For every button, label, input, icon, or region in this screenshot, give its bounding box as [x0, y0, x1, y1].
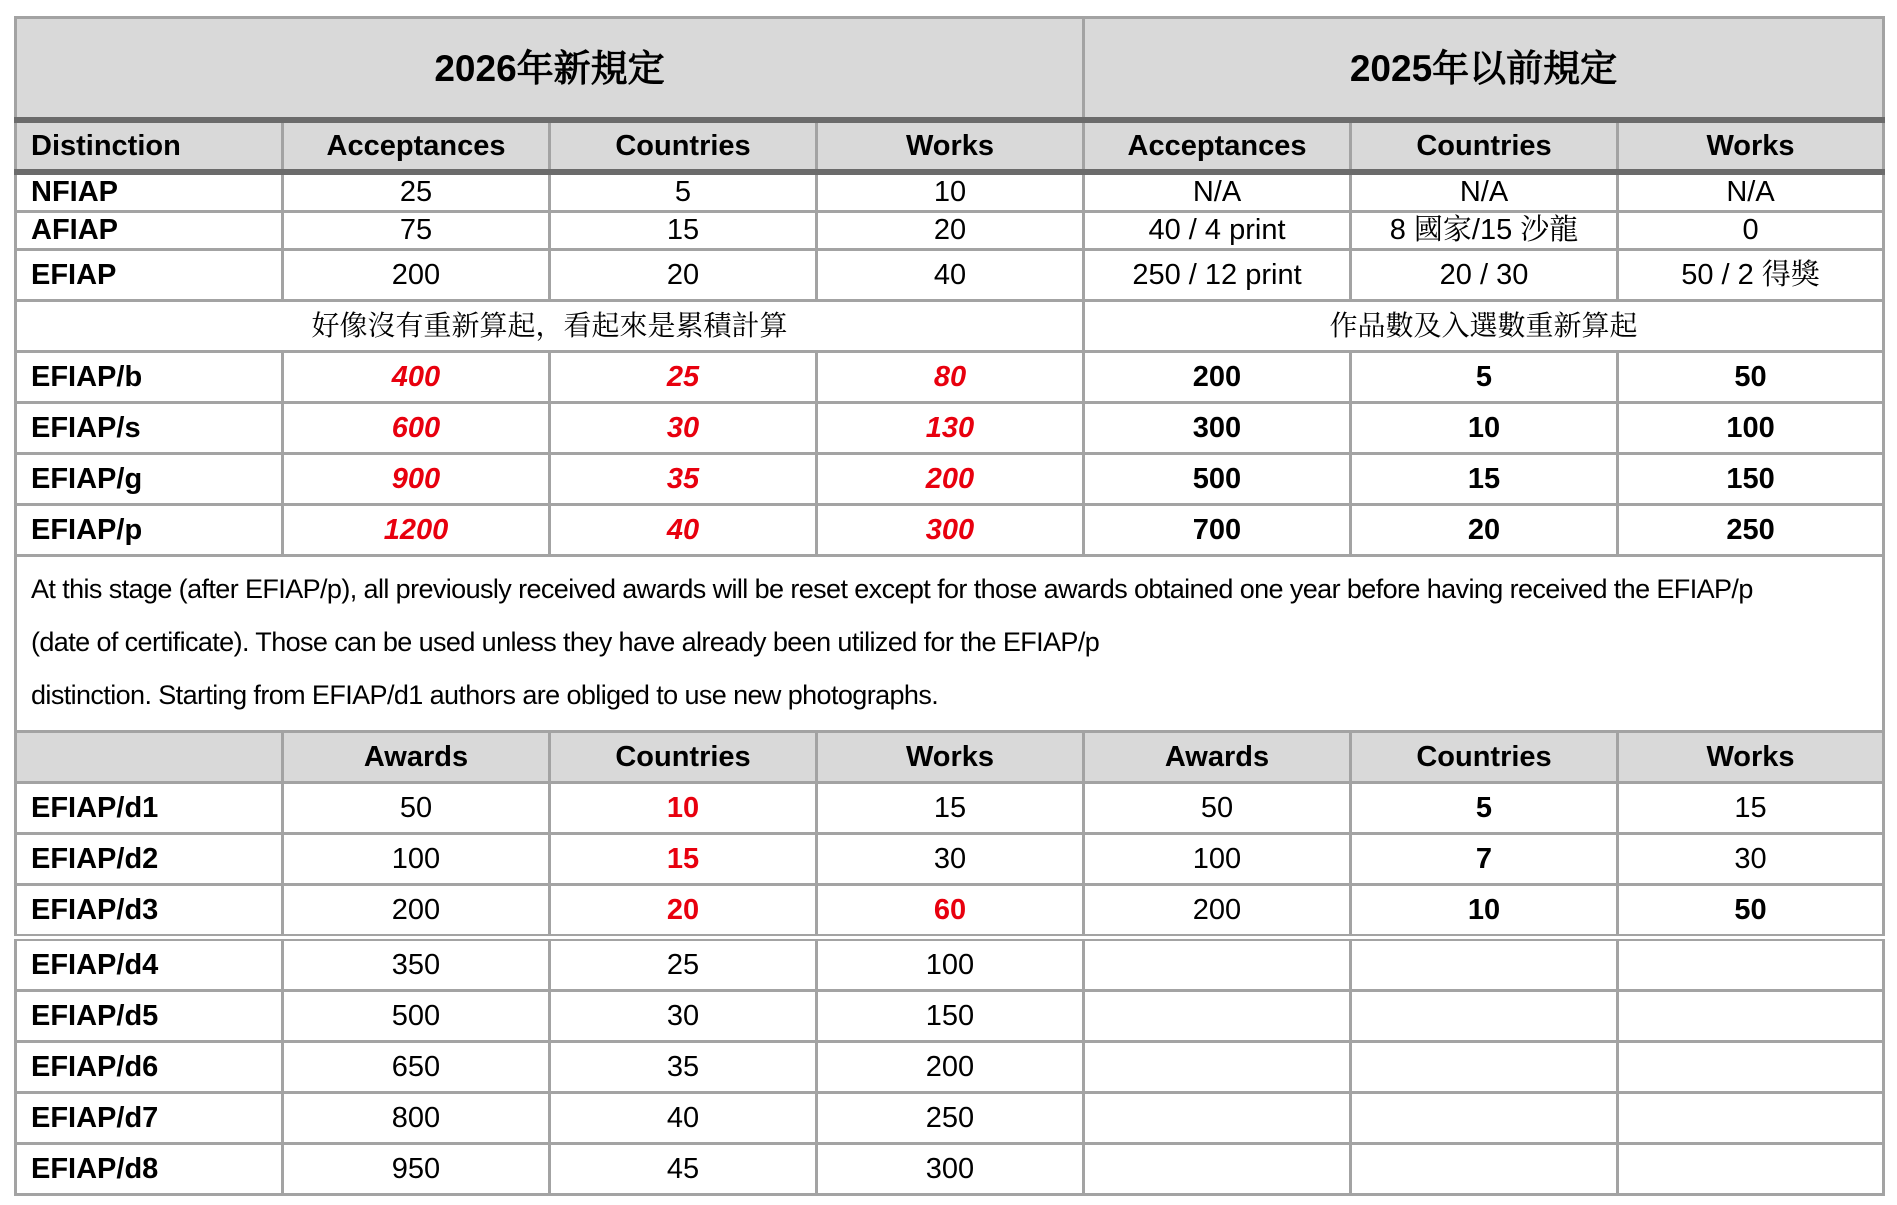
explanation-row	[16, 556, 1884, 732]
distinction-cell: NFIAP	[16, 172, 283, 212]
distinction-cell: EFIAP/d7	[16, 1093, 283, 1144]
new-works-cell: 100	[817, 938, 1084, 991]
new-works-cell: 130	[817, 403, 1084, 454]
table-row-efiap-d6	[16, 1042, 1884, 1093]
new-works-cell: 30	[817, 834, 1084, 885]
header-new-acceptances: Acceptances	[283, 120, 550, 172]
old-works-cell: 250	[1618, 505, 1884, 556]
table-row-efiap-d1	[16, 783, 1884, 834]
column-header-row	[16, 120, 1884, 172]
note-row	[16, 301, 1884, 352]
table-row-efiap-d2	[16, 834, 1884, 885]
old-countries-cell: 5	[1351, 352, 1618, 403]
diamond-header-row	[16, 732, 1884, 783]
new-countries-cell: 10	[550, 783, 817, 834]
old-awards-cell	[1084, 938, 1351, 991]
old-awards-cell: 200	[1084, 885, 1351, 938]
new-awards-cell: 650	[283, 1042, 550, 1093]
new-countries-cell: 35	[550, 1042, 817, 1093]
new-countries-cell: 30	[550, 991, 817, 1042]
new-rules-title: 2026年新規定	[16, 18, 1084, 121]
new-awards-cell: 800	[283, 1093, 550, 1144]
header-old-awards: Awards	[1084, 732, 1351, 783]
distinction-cell: EFIAP/d3	[16, 885, 283, 938]
new-acceptances-cell: 400	[283, 352, 550, 403]
new-acceptances-cell: 25	[283, 172, 550, 212]
new-works-cell: 200	[817, 1042, 1084, 1093]
fiap-distinction-comparison-table	[14, 16, 1882, 1196]
header-old-countries: Countries	[1351, 120, 1618, 172]
distinction-cell: EFIAP/d5	[16, 991, 283, 1042]
header-new-countries: Countries	[550, 732, 817, 783]
new-works-cell: 10	[817, 172, 1084, 212]
new-acceptances-cell: 900	[283, 454, 550, 505]
new-works-cell: 20	[817, 212, 1084, 250]
old-works-cell: 15	[1618, 783, 1884, 834]
header-old-works: Works	[1618, 120, 1884, 172]
title-row	[16, 18, 1884, 121]
explanation-line-3: distinction. Starting from EFIAP/d1 authors are obliged to use new photographs.	[31, 680, 939, 710]
new-works-cell: 300	[817, 1144, 1084, 1195]
table-row-efiap-g	[16, 454, 1884, 505]
new-works-cell: 200	[817, 454, 1084, 505]
new-works-cell: 80	[817, 352, 1084, 403]
header-new-works: Works	[817, 732, 1084, 783]
new-awards-cell: 500	[283, 991, 550, 1042]
distinction-cell: EFIAP/d1	[16, 783, 283, 834]
distinction-cell: EFIAP/d8	[16, 1144, 283, 1195]
new-countries-cell: 20	[550, 250, 817, 301]
old-awards-cell	[1084, 1144, 1351, 1195]
old-countries-cell	[1351, 991, 1618, 1042]
old-countries-cell	[1351, 1042, 1618, 1093]
new-countries-cell: 35	[550, 454, 817, 505]
old-countries-cell: 15	[1351, 454, 1618, 505]
old-works-cell	[1618, 1042, 1884, 1093]
old-awards-cell: 50	[1084, 783, 1351, 834]
new-countries-cell: 40	[550, 505, 817, 556]
old-works-cell: 100	[1618, 403, 1884, 454]
old-countries-cell	[1351, 1093, 1618, 1144]
new-works-cell: 40	[817, 250, 1084, 301]
new-countries-cell: 15	[550, 834, 817, 885]
old-works-cell	[1618, 1144, 1884, 1195]
new-awards-cell: 50	[283, 783, 550, 834]
note-old-rules: 作品數及入選數重新算起	[1084, 301, 1884, 352]
distinction-cell: EFIAP/p	[16, 505, 283, 556]
old-awards-cell: 100	[1084, 834, 1351, 885]
distinction-cell: EFIAP/s	[16, 403, 283, 454]
old-acceptances-cell: 250 / 12 print	[1084, 250, 1351, 301]
new-countries-cell: 20	[550, 885, 817, 938]
old-countries-cell: 5	[1351, 783, 1618, 834]
distinction-cell: EFIAP/b	[16, 352, 283, 403]
explanation-line-2: (date of certificate). Those can be used unless they have already been utilized for the EFIAP/p	[31, 627, 1100, 657]
new-acceptances-cell: 600	[283, 403, 550, 454]
old-acceptances-cell: N/A	[1084, 172, 1351, 212]
new-countries-cell: 45	[550, 1144, 817, 1195]
new-acceptances-cell: 1200	[283, 505, 550, 556]
old-works-cell: 0	[1618, 212, 1884, 250]
distinction-cell: EFIAP/g	[16, 454, 283, 505]
new-countries-cell: 5	[550, 172, 817, 212]
table-row-efiap-s	[16, 403, 1884, 454]
old-works-cell: N/A	[1618, 172, 1884, 212]
old-works-cell: 50 / 2 得獎	[1618, 250, 1884, 301]
header-new-countries: Countries	[550, 120, 817, 172]
new-works-cell: 15	[817, 783, 1084, 834]
old-countries-cell: 10	[1351, 403, 1618, 454]
header-old-acceptances: Acceptances	[1084, 120, 1351, 172]
new-awards-cell: 200	[283, 885, 550, 938]
old-works-cell: 50	[1618, 352, 1884, 403]
new-acceptances-cell: 75	[283, 212, 550, 250]
distinction-cell: EFIAP	[16, 250, 283, 301]
table-row-efiap-d7	[16, 1093, 1884, 1144]
header-distinction: Distinction	[16, 120, 283, 172]
old-countries-cell: N/A	[1351, 172, 1618, 212]
old-awards-cell	[1084, 991, 1351, 1042]
old-countries-cell: 8 國家/15 沙龍	[1351, 212, 1618, 250]
old-acceptances-cell: 300	[1084, 403, 1351, 454]
new-works-cell: 150	[817, 991, 1084, 1042]
old-works-cell	[1618, 991, 1884, 1042]
old-countries-cell: 20 / 30	[1351, 250, 1618, 301]
header-new-works: Works	[817, 120, 1084, 172]
new-works-cell: 250	[817, 1093, 1084, 1144]
new-countries-cell: 30	[550, 403, 817, 454]
explanation-line-1: At this stage (after EFIAP/p), all previously received awards will be reset except for those awards obtained one year before having received the EFIAP/p	[31, 574, 1753, 604]
header-new-awards: Awards	[283, 732, 550, 783]
old-works-cell: 30	[1618, 834, 1884, 885]
old-acceptances-cell: 500	[1084, 454, 1351, 505]
distinction-cell: EFIAP/d4	[16, 938, 283, 991]
new-acceptances-cell: 200	[283, 250, 550, 301]
new-works-cell: 60	[817, 885, 1084, 938]
note-new-rules: 好像沒有重新算起，看起來是累積計算	[16, 301, 1084, 352]
table-row-efiap	[16, 250, 1884, 301]
table-row-efiap-d4	[16, 938, 1884, 991]
distinction-cell: EFIAP/d2	[16, 834, 283, 885]
table-row-nfiap	[16, 172, 1884, 212]
old-works-cell: 50	[1618, 885, 1884, 938]
header-old-works: Works	[1618, 732, 1884, 783]
new-awards-cell: 350	[283, 938, 550, 991]
old-works-cell: 150	[1618, 454, 1884, 505]
new-works-cell: 300	[817, 505, 1084, 556]
old-countries-cell: 20	[1351, 505, 1618, 556]
distinction-cell: AFIAP	[16, 212, 283, 250]
old-acceptances-cell: 200	[1084, 352, 1351, 403]
new-awards-cell: 100	[283, 834, 550, 885]
header-old-countries: Countries	[1351, 732, 1618, 783]
header-distinction-blank	[16, 732, 283, 783]
old-awards-cell	[1084, 1093, 1351, 1144]
new-countries-cell: 15	[550, 212, 817, 250]
distinction-cell: EFIAP/d6	[16, 1042, 283, 1093]
explanation-paragraph	[16, 556, 1884, 732]
old-acceptances-cell: 700	[1084, 505, 1351, 556]
table-row-efiap-d5	[16, 991, 1884, 1042]
old-works-cell	[1618, 1093, 1884, 1144]
table-row-afiap	[16, 212, 1884, 250]
old-awards-cell	[1084, 1042, 1351, 1093]
old-countries-cell	[1351, 1144, 1618, 1195]
old-acceptances-cell: 40 / 4 print	[1084, 212, 1351, 250]
old-works-cell	[1618, 938, 1884, 991]
table-row-efiap-b	[16, 352, 1884, 403]
table-row-efiap-d8	[16, 1144, 1884, 1195]
table-row-efiap-p	[16, 505, 1884, 556]
table-row-efiap-d3	[16, 885, 1884, 938]
new-awards-cell: 950	[283, 1144, 550, 1195]
old-countries-cell	[1351, 938, 1618, 991]
new-countries-cell: 25	[550, 352, 817, 403]
old-countries-cell: 10	[1351, 885, 1618, 938]
new-countries-cell: 25	[550, 938, 817, 991]
new-countries-cell: 40	[550, 1093, 817, 1144]
old-rules-title: 2025年以前規定	[1084, 18, 1884, 121]
old-countries-cell: 7	[1351, 834, 1618, 885]
